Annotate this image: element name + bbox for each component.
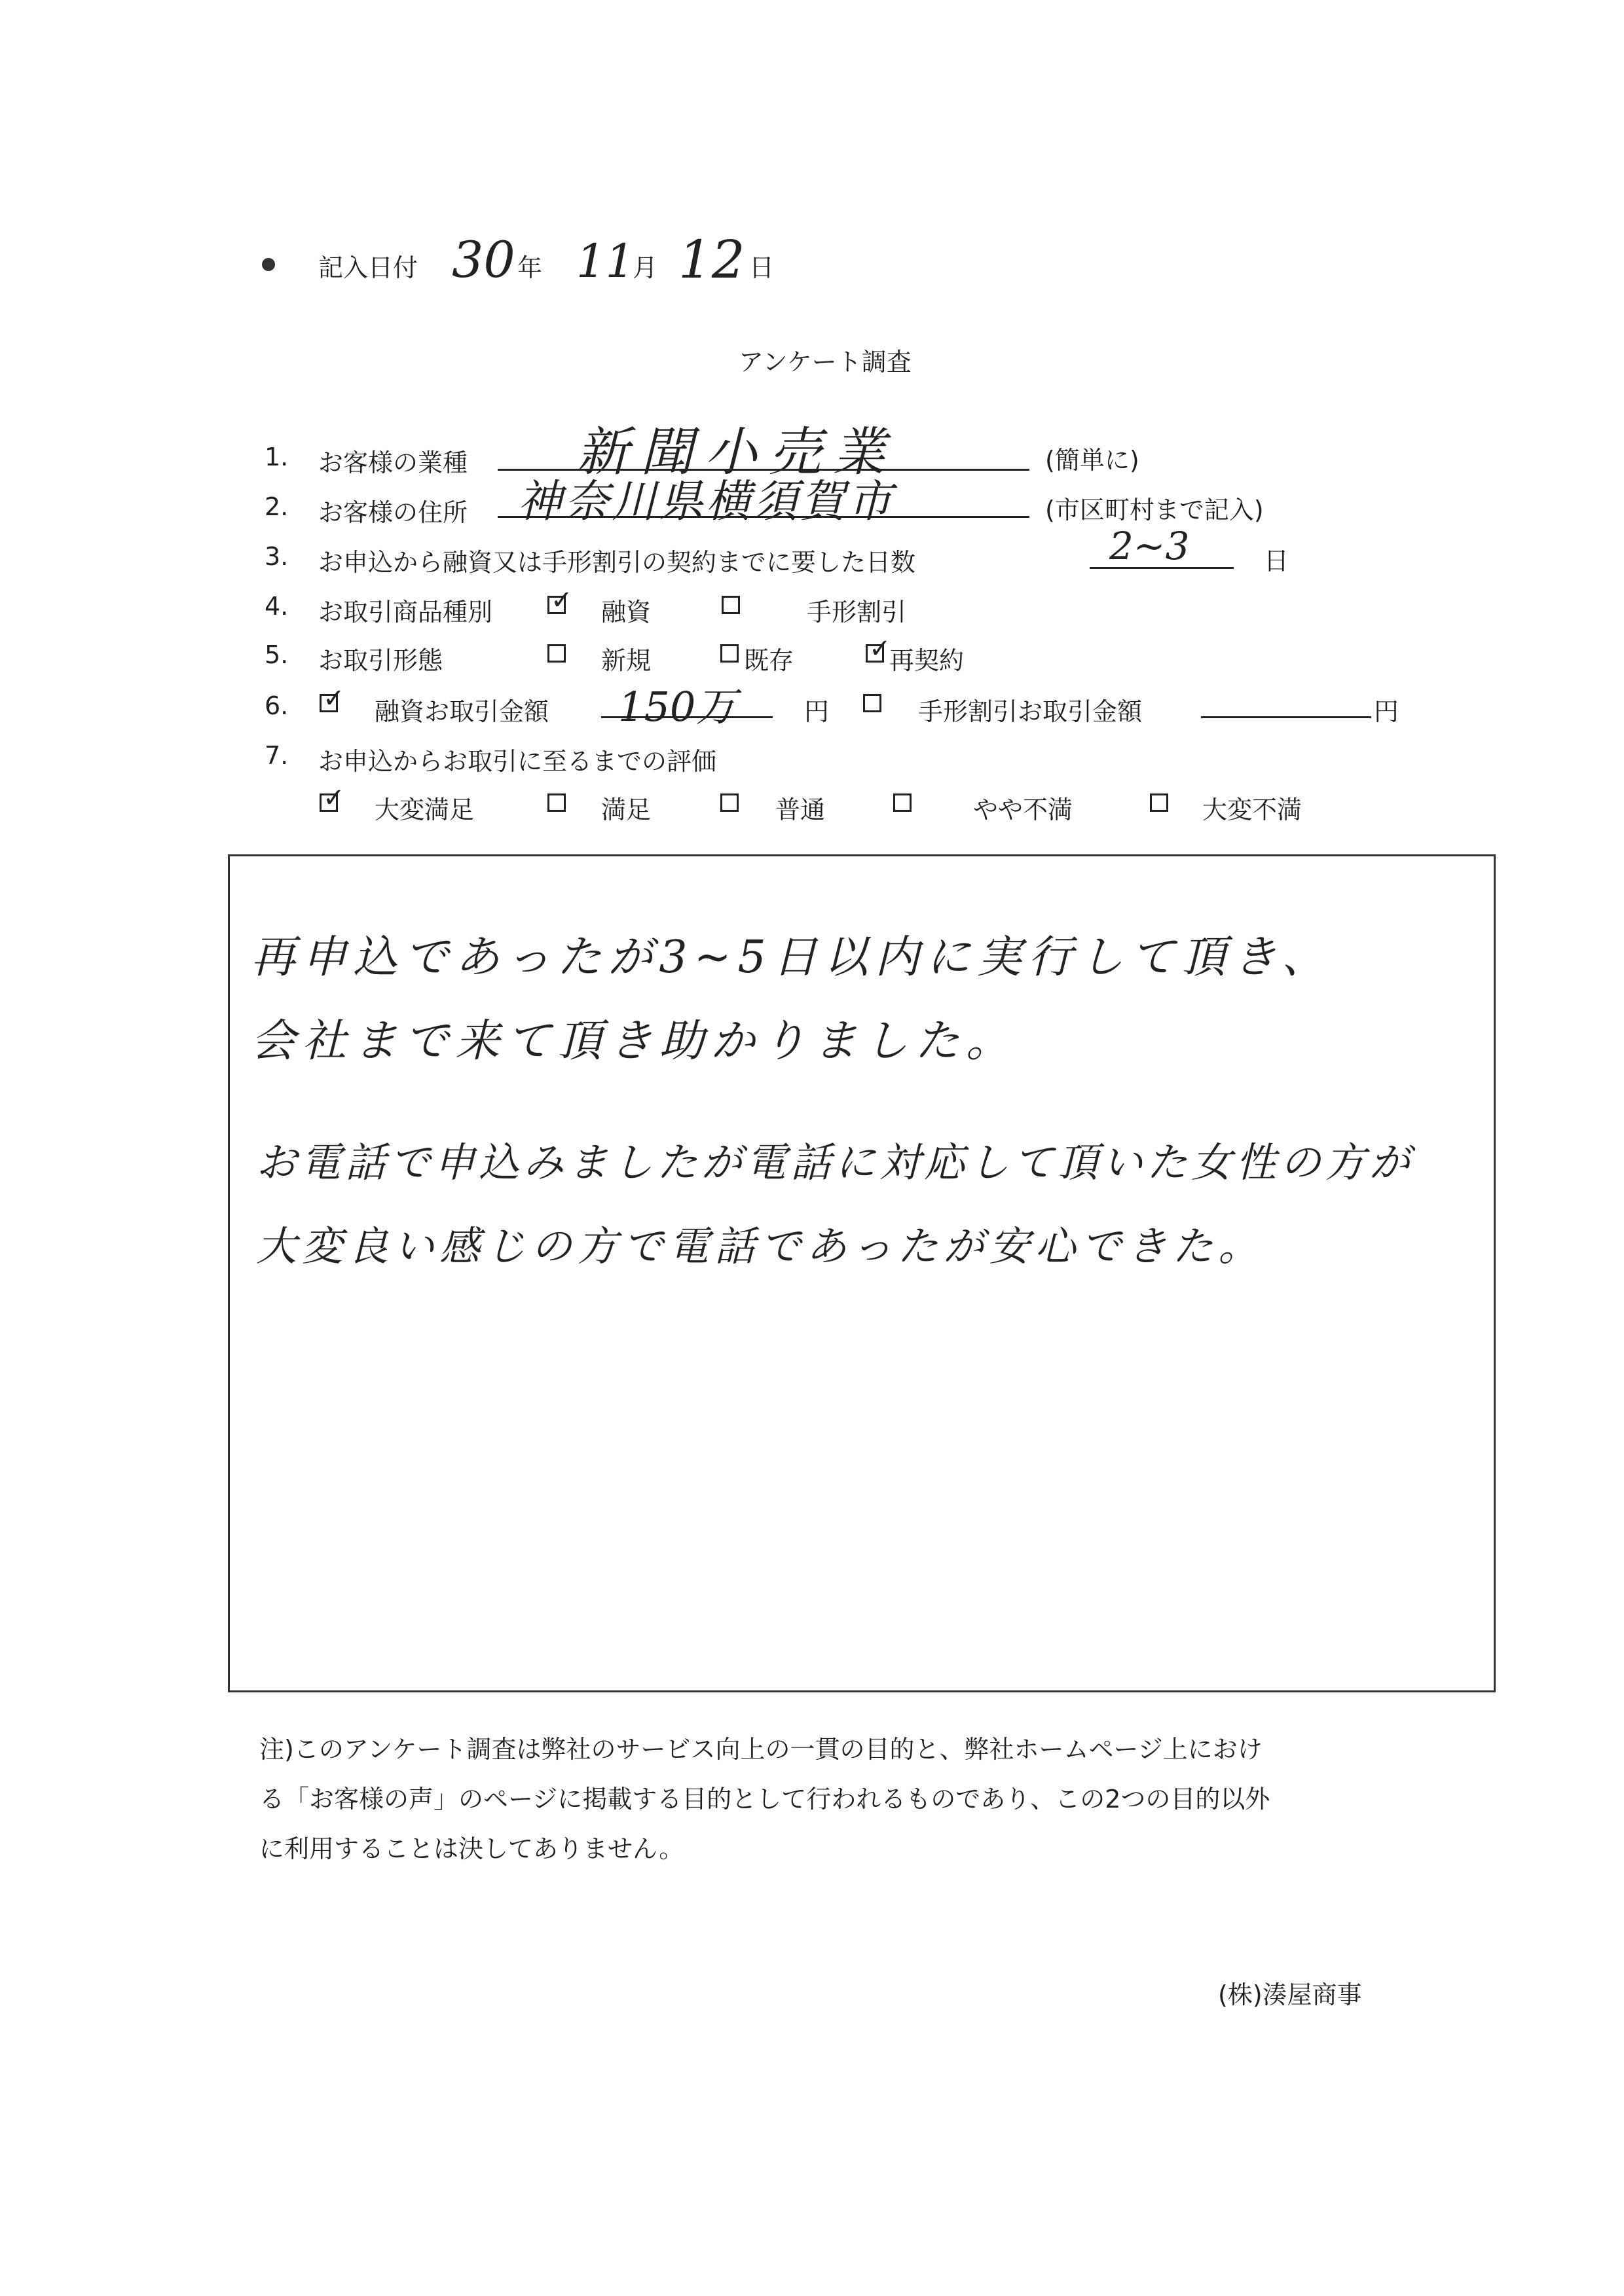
q7-option-satisfied-checkbox[interactable] <box>547 793 566 812</box>
q6-bill-amount-line <box>1201 716 1371 718</box>
q7-option-satisfied-label: 満足 <box>601 795 652 824</box>
q2-label: お客様の住所 <box>318 498 468 527</box>
q4-option-loan-label: 融資 <box>601 598 652 627</box>
q1-answer: 新聞小売業 <box>576 422 897 483</box>
comment-box <box>228 854 1496 1692</box>
check-mark-icon: ✓ <box>323 683 345 714</box>
date-day-value: 12 <box>678 229 745 290</box>
q6-bill-checkbox[interactable] <box>863 694 881 712</box>
q3-label: お申込から融資又は手形割引の契約までに要した日数 <box>318 548 916 577</box>
q1-number: 1. <box>265 443 289 471</box>
q7-option-very-dissatisfied-label: 大変不満 <box>1202 795 1302 824</box>
date-label: 記入日付 <box>318 253 418 282</box>
date-year-value: 30 <box>452 230 515 289</box>
q3-answer-line <box>1090 567 1234 569</box>
q4-option-bill-checkbox[interactable] <box>722 596 740 614</box>
q6-number: 6. <box>265 691 289 720</box>
date-day-unit: 日 <box>749 253 775 282</box>
q6-bill-unit: 円 <box>1374 697 1399 726</box>
q7-option-very-satisfied-checkbox[interactable] <box>320 783 345 813</box>
check-mark-icon: ✓ <box>323 783 345 813</box>
q5-option-recontract-label: 再契約 <box>889 646 965 675</box>
q5-option-existing-label: 既存 <box>744 646 794 675</box>
footnote-line: 注)このアンケート調査は弊社のサービス向上の一貫の目的と、弊社ホームページ上におけ <box>259 1735 1263 1764</box>
q4-label: お取引商品種別 <box>318 598 493 627</box>
check-mark-icon: ✓ <box>551 585 573 615</box>
q5-option-new-label: 新規 <box>601 646 652 675</box>
q5-number: 5. <box>265 640 289 669</box>
q7-option-somewhat-dissatisfied-label: やや不満 <box>973 795 1073 824</box>
q7-label: お申込からお取引に至るまでの評価 <box>318 747 717 776</box>
q6-loan-label: 融資お取引金額 <box>375 697 549 726</box>
q5-label: お取引形態 <box>318 646 443 675</box>
q2-hint: (市区町村まで記入) <box>1045 496 1264 524</box>
q4-number: 4. <box>265 592 289 621</box>
q6-loan-checkbox[interactable] <box>320 683 345 714</box>
q1-label: お客様の業種 <box>318 448 468 477</box>
q3-unit: 日 <box>1264 547 1289 575</box>
comment-line: お電話で申込みましたが電話に対応して頂いた女性の方が <box>256 1139 1414 1186</box>
q2-answer: 神奈川県横須賀市 <box>517 476 895 528</box>
q3-number: 3. <box>265 542 289 571</box>
check-mark-icon: ✓ <box>869 634 891 664</box>
bullet-icon <box>262 258 275 271</box>
date-month-value: 11 <box>576 234 635 288</box>
q6-loan-amount: 150万 <box>618 683 737 731</box>
q5-option-existing-checkbox[interactable] <box>720 644 739 663</box>
company-name: (株)湊屋商事 <box>1218 1980 1362 2009</box>
date-month-unit: 月 <box>633 253 658 282</box>
page-title: アンケート調査 <box>739 348 912 376</box>
q2-number: 2. <box>265 492 289 521</box>
q7-number: 7. <box>265 741 289 770</box>
q3-answer: 2~3 <box>1109 524 1190 568</box>
q1-hint: (簡単に) <box>1045 446 1139 475</box>
q2-answer-line <box>498 516 1029 518</box>
q7-option-somewhat-dissatisfied-checkbox[interactable] <box>893 793 912 812</box>
q4-option-bill-label: 手形割引 <box>807 598 907 627</box>
q6-bill-label: 手形割引お取引金額 <box>918 697 1143 726</box>
q5-option-new-checkbox[interactable] <box>547 644 566 663</box>
q4-option-loan-checkbox[interactable] <box>547 585 573 615</box>
q7-option-normal-label: 普通 <box>775 795 826 824</box>
footnote-line: に利用することは決してありません。 <box>259 1834 684 1863</box>
q7-option-very-satisfied-label: 大変満足 <box>375 795 475 824</box>
comment-line: 大変良い感じの方で電話であったが安心できた。 <box>256 1222 1264 1270</box>
comment-line: 会社まで来て頂き助かりました。 <box>251 1015 1018 1067</box>
q5-option-recontract-checkbox[interactable] <box>866 634 891 664</box>
date-year-unit: 年 <box>517 253 543 282</box>
q7-option-very-dissatisfied-checkbox[interactable] <box>1150 793 1168 812</box>
footnote-line: る「お客様の声」のページに掲載する目的として行われるものであり、この2つの目的以外 <box>259 1785 1270 1813</box>
comment-line: 再申込であったが3~5日以内に実行して頂き、 <box>251 932 1333 983</box>
q7-option-normal-checkbox[interactable] <box>720 793 739 812</box>
q6-loan-unit: 円 <box>804 697 830 726</box>
q6-loan-amount-line <box>601 716 773 718</box>
